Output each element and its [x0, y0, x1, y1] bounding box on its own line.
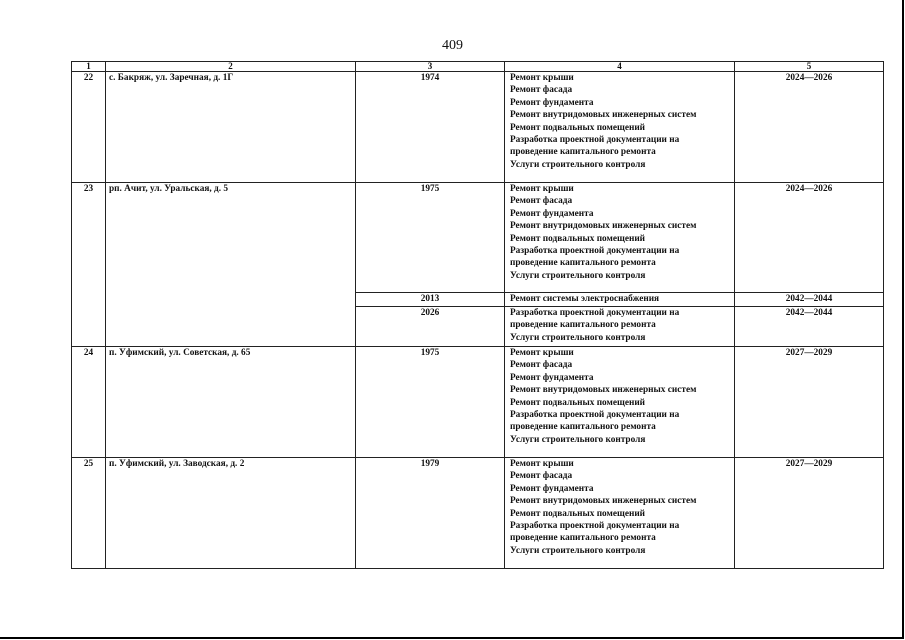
work-item: Разработка проектной документации на: [510, 308, 680, 318]
work-item: Ремонт фундамента: [510, 483, 594, 494]
work-item: Ремонт подвальных помещений: [510, 397, 646, 408]
work-item: Ремонт системы электроснабжения: [510, 294, 660, 304]
work-item: Ремонт крыши: [510, 348, 574, 358]
work-item: Услуги строительного контроля: [510, 159, 646, 170]
header-cell-1: 1: [72, 62, 106, 72]
work-item: Разработка проектной документации на: [510, 246, 680, 257]
work-item: Ремонт внутридомовых инженерных систем: [510, 221, 697, 232]
year-cell: 1974: [356, 72, 505, 183]
work-item: Разработка проектной документации на: [510, 135, 680, 146]
header-cell-5: 5: [735, 62, 884, 72]
page-number: 409: [442, 38, 463, 53]
repair-schedule-table: [71, 61, 884, 569]
work-item: Ремонт фундамента: [510, 97, 594, 108]
table-row: [72, 183, 884, 293]
work-item: проведение капитального ремонта: [510, 533, 656, 544]
work-item: Ремонт крыши: [510, 73, 574, 83]
table-row: [72, 72, 884, 183]
work-item: Ремонт внутридомовых инженерных систем: [510, 110, 697, 121]
works-cell: [505, 307, 735, 347]
row-number: 24: [72, 347, 106, 458]
work-item: Ремонт подвальных помещений: [510, 508, 646, 519]
year-cell: 1975: [356, 183, 505, 293]
work-item: Ремонт фасада: [510, 196, 573, 207]
works-cell: [505, 458, 735, 569]
work-item: Разработка проектной документации на: [510, 521, 680, 532]
header-cell-3: 3: [356, 62, 505, 72]
works-cell: [505, 72, 735, 183]
row-number: 23: [72, 183, 106, 347]
work-item: проведение капитального ремонта: [510, 422, 656, 433]
table-row: [72, 458, 884, 569]
work-item: Услуги строительного контроля: [510, 332, 646, 343]
work-item: Ремонт подвальных помещений: [510, 122, 646, 133]
work-item: Ремонт подвальных помещений: [510, 233, 646, 244]
period-cell: 2027—2029: [735, 458, 884, 569]
year-cell: 2013: [356, 293, 505, 307]
work-item: Услуги строительного контроля: [510, 434, 646, 445]
work-item: Разработка проектной документации на: [510, 410, 680, 421]
period-cell: 2024—2026: [735, 72, 884, 183]
address-cell: с. Бакряж, ул. Заречная, д. 1Г: [106, 72, 356, 183]
header-cell-4: 4: [505, 62, 735, 72]
header-row: [72, 62, 884, 72]
period-cell: 2042—2044: [735, 293, 884, 307]
work-item: проведение капитального ремонта: [510, 320, 656, 331]
work-item: Ремонт внутридомовых инженерных систем: [510, 496, 697, 507]
year-cell: 2026: [356, 307, 505, 347]
period-cell: 2027—2029: [735, 347, 884, 458]
table-row: [72, 347, 884, 458]
work-item: проведение капитального ремонта: [510, 147, 656, 158]
work-item: Ремонт фундамента: [510, 208, 594, 219]
row-number: 25: [72, 458, 106, 569]
work-item: Ремонт фундамента: [510, 372, 594, 383]
row-number: 22: [72, 72, 106, 183]
year-cell: 1975: [356, 347, 505, 458]
period-cell: 2042—2044: [735, 307, 884, 347]
address-cell: рп. Ачит, ул. Уральская, д. 5: [106, 183, 356, 347]
period-cell: 2024—2026: [735, 183, 884, 293]
works-cell: [505, 183, 735, 293]
work-item: Ремонт крыши: [510, 184, 574, 194]
work-item: Услуги строительного контроля: [510, 545, 646, 556]
address-cell: п. Уфимский, ул. Советская, д. 65: [106, 347, 356, 458]
year-cell: 1979: [356, 458, 505, 569]
work-item: проведение капитального ремонта: [510, 258, 656, 269]
work-item: Ремонт внутридомовых инженерных систем: [510, 385, 697, 396]
address-cell: п. Уфимский, ул. Заводская, д. 2: [106, 458, 356, 569]
works-cell: [505, 293, 735, 307]
work-item: Ремонт фасада: [510, 471, 573, 482]
work-item: Ремонт фасада: [510, 360, 573, 371]
work-item: Ремонт фасада: [510, 85, 573, 96]
works-cell: [505, 347, 735, 458]
work-item: Ремонт крыши: [510, 459, 574, 469]
work-item: Услуги строительного контроля: [510, 270, 646, 281]
header-cell-2: 2: [106, 62, 356, 72]
